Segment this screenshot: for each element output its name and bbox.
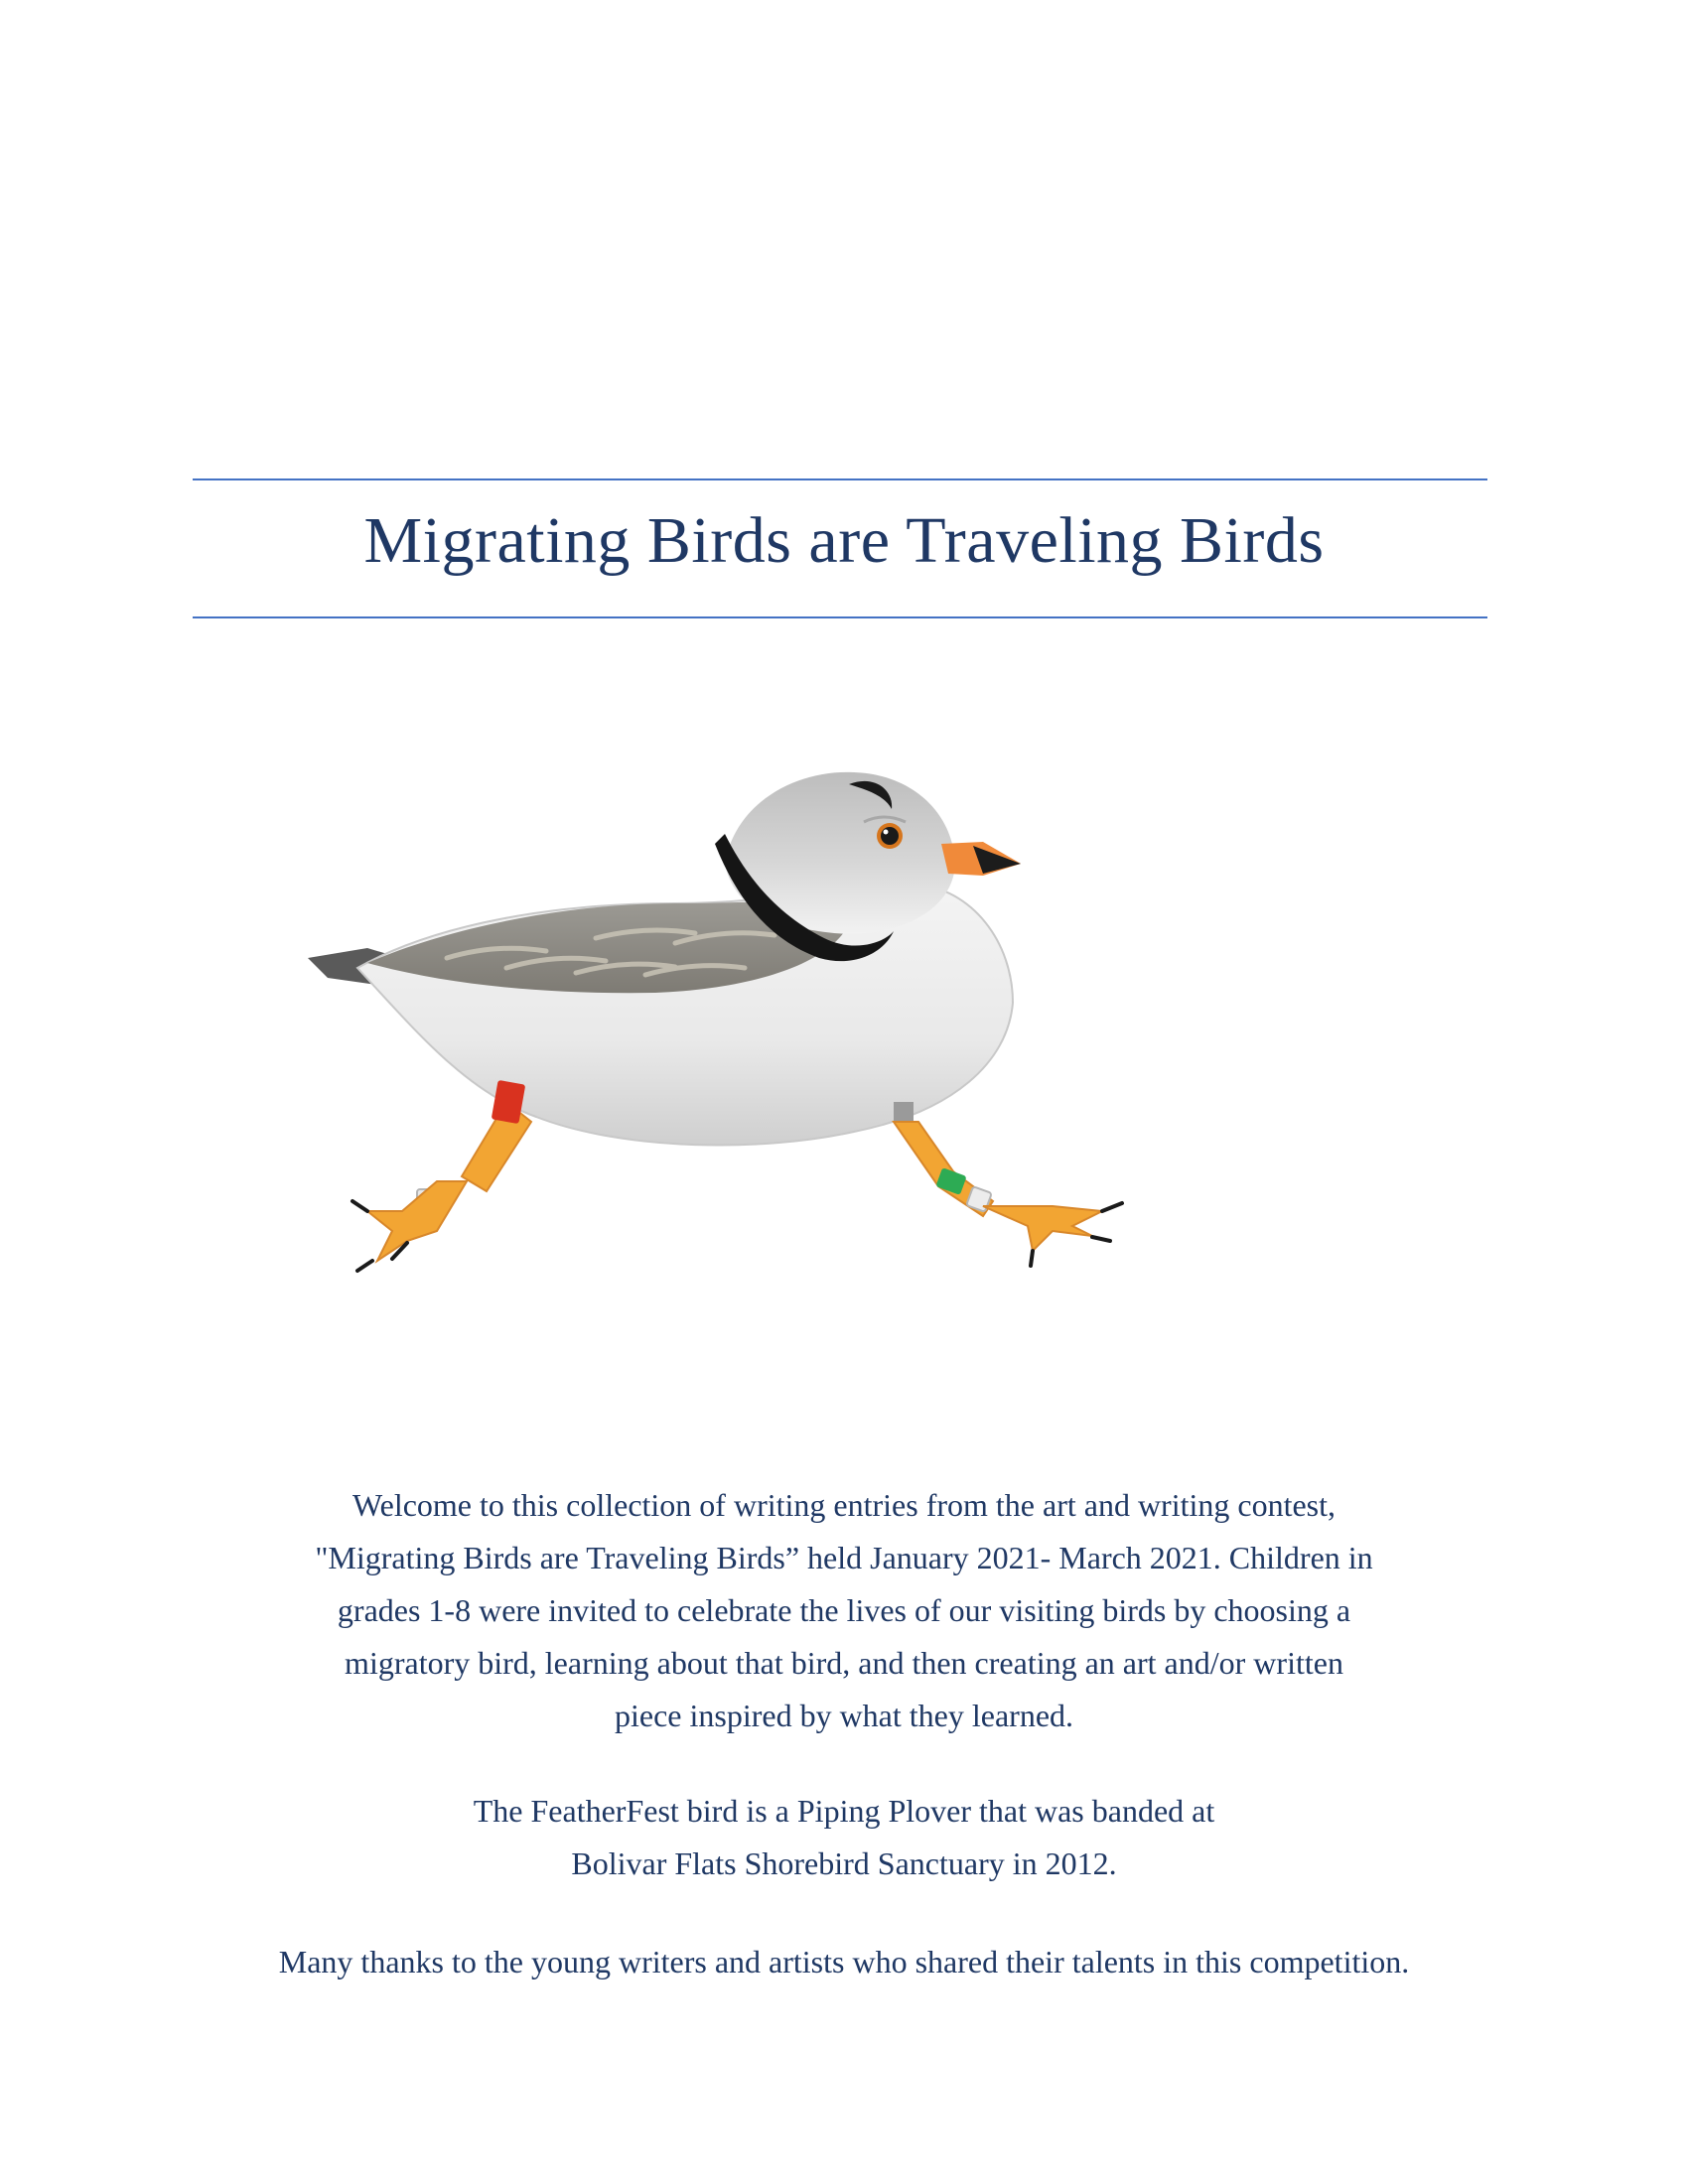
intro-line: grades 1-8 were invited to celebrate the lives of our visiting birds by choosing a: [337, 1592, 1351, 1628]
featherfest-line: The FeatherFest bird is a Piping Plover that was banded at: [473, 1793, 1215, 1829]
piping-plover-illustration: [298, 764, 1350, 1360]
intro-line: piece inspired by what they learned.: [614, 1698, 1074, 1733]
featherfest-line: Bolivar Flats Shorebird Sanctuary in 2012.: [571, 1845, 1117, 1881]
featherfest-paragraph: [0, 1785, 1688, 1890]
front-leg: [894, 1102, 1122, 1266]
intro-line: "Migrating Birds are Traveling Birds” held January 2021- March 2021. Children in: [315, 1540, 1373, 1575]
title-top-rule: [193, 478, 1487, 480]
intro-line: migratory bird, learning about that bird, and then creating an art and/or written: [345, 1645, 1343, 1681]
intro-paragraph: [0, 1479, 1688, 1742]
page-title: Migrating Birds are Traveling Birds: [363, 504, 1325, 577]
rear-leg: [352, 1080, 531, 1271]
thanks-paragraph: Many thanks to the young writers and artists who shared their talents in this competition.: [278, 1944, 1410, 1979]
title-bottom-rule: [193, 616, 1487, 618]
intro-line: Welcome to this collection of writing entries from the art and writing contest,: [352, 1487, 1336, 1523]
